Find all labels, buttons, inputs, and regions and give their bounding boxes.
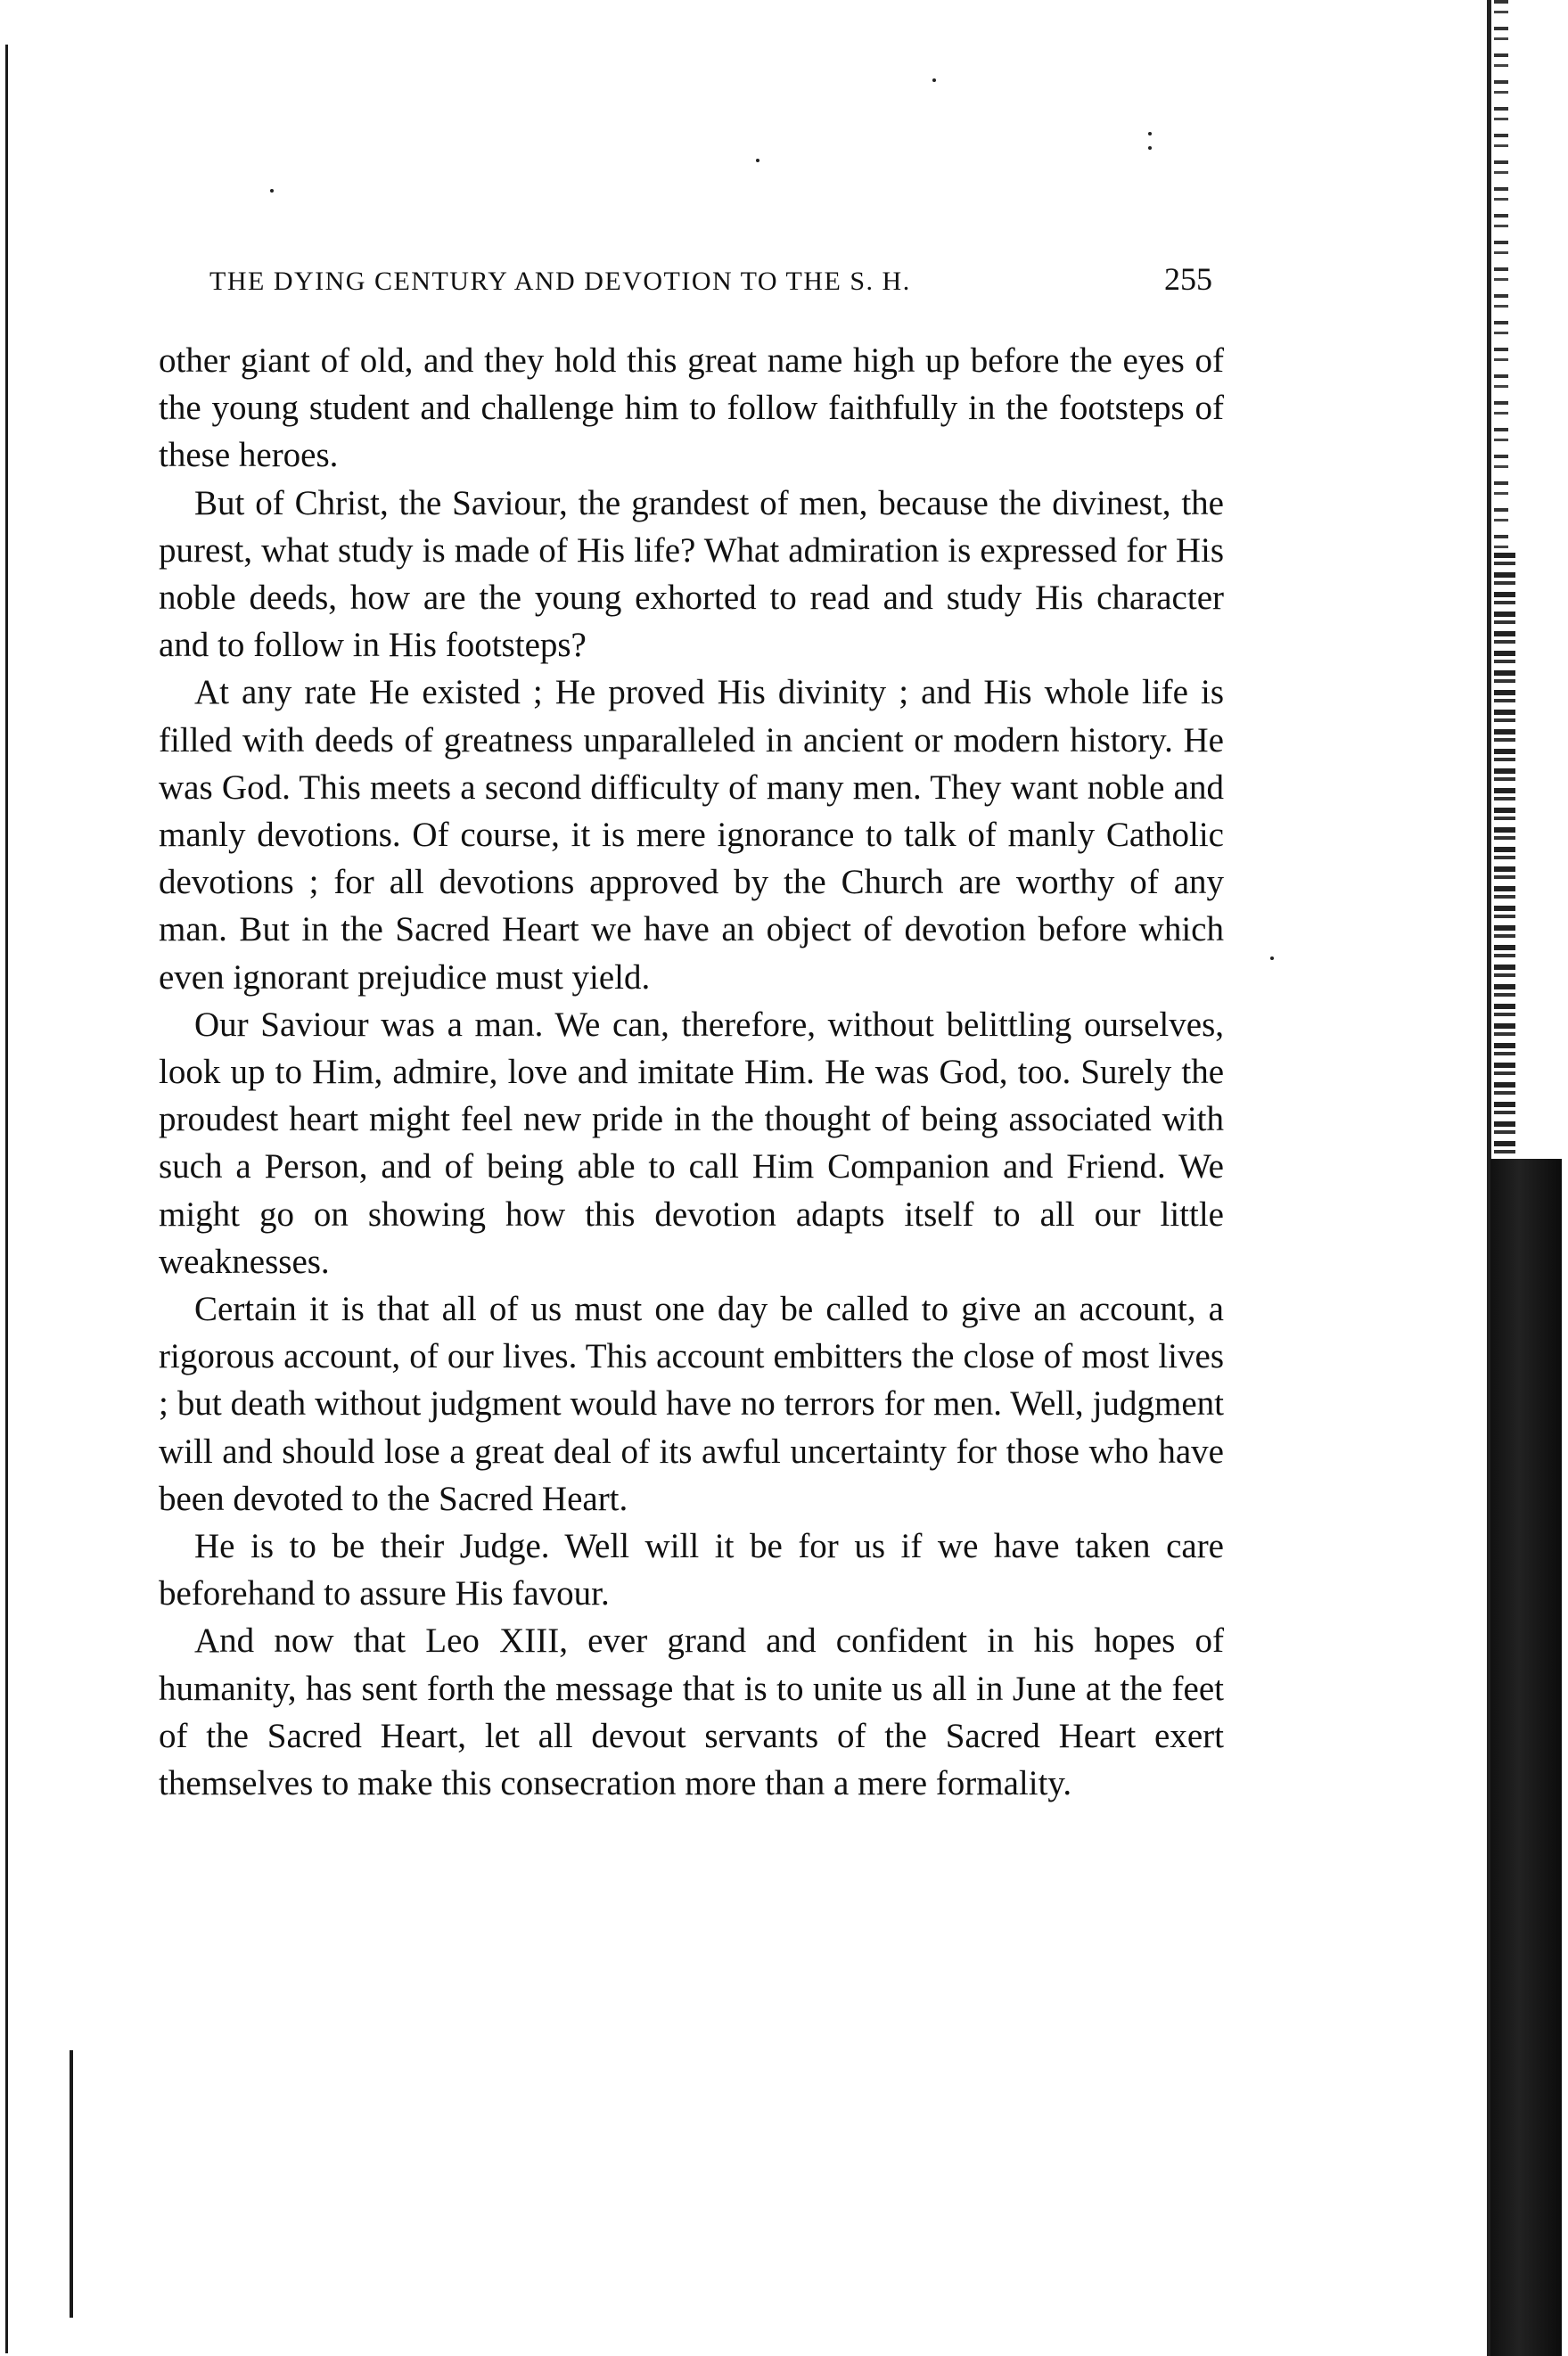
page-header <box>209 260 1212 298</box>
paragraph-6: He is to be their Judge. Well will it be for us if we have taken care beforehand to assure His favour. <box>159 1527 1224 1613</box>
page-number: 255 <box>1164 261 1212 297</box>
scan-speck <box>270 189 274 193</box>
paragraph-7: And now that Leo XIII, ever grand and confident in his hopes of humanity, has sent forth the message that is to unite us all in June at the feet of the Sacred Heart, let all devout servants of the Sacred Heart exert themselves to make this consecration more than a mere formality. <box>159 1621 1224 1803</box>
scan-speck <box>1270 956 1274 960</box>
binding-shadow-bottom <box>1490 1159 1562 2356</box>
paragraph-1: other giant of old, and they hold this great name high up before the eyes of the young student and challenge him to follow faithfully in the footsteps of these heroes. <box>159 341 1224 475</box>
paragraph-3: At any rate He existed ; He proved His divinity ; and His whole life is filled with deeds of greatness unparalleled in ancient or modern history. He was God. This meets a second difficulty of many men. They want noble and manly devotions. Of course, it is mere ignorance to talk of manly Catholic devotions ; for all devotions approved by the Church are worthy of any man. But in the Sacred Heart we have an object of devotion before which even ignorant prejudice must yield. <box>159 673 1224 997</box>
paragraph-4: Our Saviour was a man. We can, therefore, without belittling ourselves, look up to Him, admire, love and imitate Him. He was God, too. Surely the proudest heart might feel new pride in the thought of being associated with such a Person, and of being able to call Him Companion and Friend. We might go on showing how this devotion adapts itself to all our little weaknesses. <box>159 1005 1224 1281</box>
paragraph-5: Certain it is that all of us must one day be called to give an account, a rigorous account, of our lives. This account embitters the close of most lives ; but death without judgment would have no terrors for men. Well, judgment will and should lose a great deal of its awful uncertainty for those who have been devoted to the Sacred Heart. <box>159 1290 1224 1518</box>
scan-speck <box>932 78 936 82</box>
scan-speck <box>1148 132 1152 135</box>
binding-shadow-top <box>1494 0 1508 553</box>
scan-speck <box>756 159 759 162</box>
binding-edge <box>1487 0 1568 2356</box>
binding-shadow-middle <box>1494 553 1515 1177</box>
running-head: THE DYING CENTURY AND DEVOTION TO THE S. H. <box>209 267 911 296</box>
paragraph-2: But of Christ, the Saviour, the grandest of men, because the divinest, the purest, what study is made of His life? What admiration is expressed for His noble deeds, how are the young exhorted to read and study His character and to follow in His footsteps? <box>159 483 1224 665</box>
scan-edge-left <box>5 45 8 2353</box>
body-text <box>159 337 1224 1807</box>
scan-speck <box>1148 146 1152 150</box>
scan-edge-left-lower <box>70 2050 73 2318</box>
